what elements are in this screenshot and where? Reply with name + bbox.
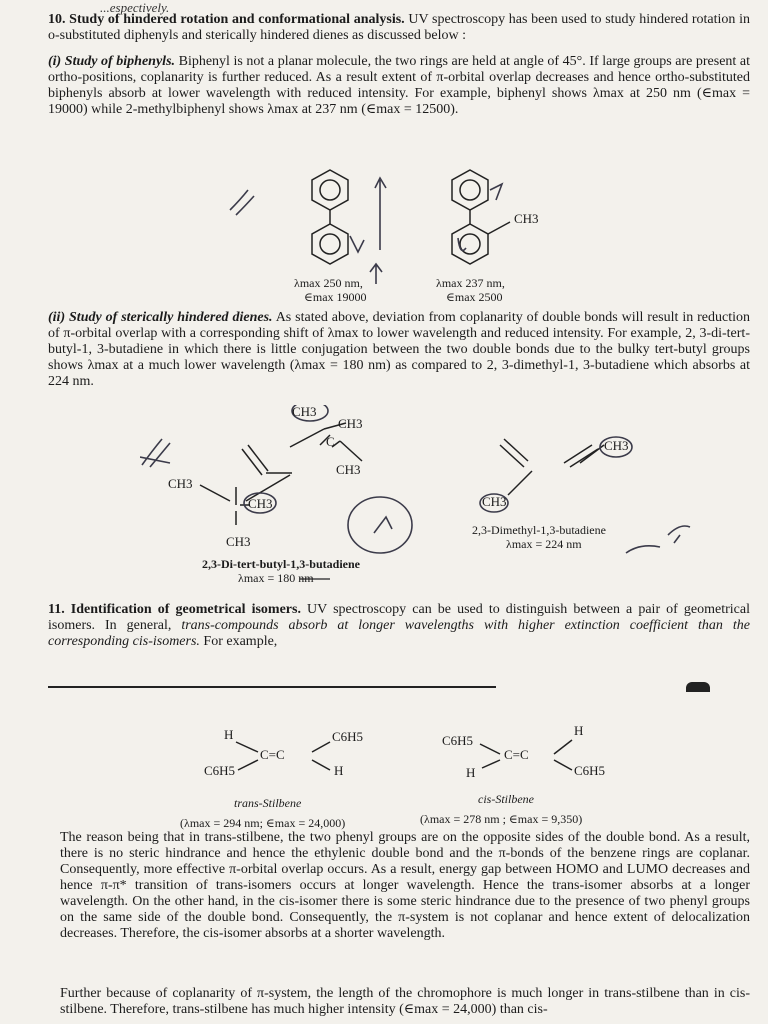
- cis-stilbene-data: (λmax = 278 nm ; ∈max = 9,350): [420, 812, 583, 826]
- pen-mark-ring-inner: [458, 238, 466, 250]
- pen-mark-dienes: [140, 439, 170, 467]
- dienes-text: As stated above, deviation from coplanarity of double bonds will result in reduction of π-orbital overlap with a corresponding shift of λmax to lower wavelength and reduced intensity. For example, 2, 3-di-tert-butyl-1, 3-butadiene in which there is little conjugation between the two double bonds due to the bulky tert-butyl groups shows λmax at a much lower wavelength (λmax = 180 nm) as compared to 2, 3-dimethyl-1, 3-butadiene which absorbs at 224 nm.: [48, 310, 750, 389]
- cis-c6h5-left: C6H5: [442, 733, 474, 748]
- ch3-label-5: CH3: [248, 496, 273, 511]
- trans-c6h5-left: C6H5: [204, 763, 236, 778]
- header-fragment: ...espectively.: [100, 0, 170, 15]
- chromophore-paragraph: Further because of coplanarity of π-system, the length of the chromophore is much longer in trans-stilbene than in cis-stilbene. Therefore, trans-stilbene has much higher intensity (∈max = 24,000) than cis-: [60, 986, 750, 1017]
- trans-c6h5-right: C6H5: [332, 729, 364, 744]
- methyl-label: CH3: [514, 211, 539, 226]
- section-divider: [48, 686, 496, 688]
- section-10-heading: 10. Study of hindered rotation and conformational analysis.: [48, 12, 405, 27]
- trans-double-bond: C=C: [260, 747, 285, 762]
- tbutyl-diene-lambda: λmax = 180 nm: [238, 571, 314, 585]
- biphenyl-structures: [220, 160, 580, 310]
- trans-h-top: H: [224, 727, 234, 742]
- dimethyl-ch3-bottom: CH3: [482, 494, 507, 509]
- arrow-up-small: [370, 264, 382, 284]
- ch3-label-2: CH3: [338, 416, 363, 431]
- dienes-figure: [140, 405, 700, 585]
- stilbene-explanation: The reason being that in trans-stilbene, the two phenyl groups are on the opposite sides of the double bond. As a result, there is no steric hindrance and hence the ethylenic double bond and the π-bonds of the benzene rings are coplanar. Consequently, more effective π-orbital overlap occurs. As a result, energy gap between HOMO and LUMO decreases and hence π-π* transition of trans-isomers occurs at longer wavelength. Hence the trans-isomer absorbs at a longer wavelength. On the other hand, in the cis-isomer there is some steric hindrance due to the presence of two phenyl groups on the same side of the double bond. Consequently, the π-system is not coplanar and hence extent of delocalization decreases. Therefore, the cis-isomer absorbs at a shorter wavelength.: [60, 830, 750, 941]
- ch3-label-6: CH3: [226, 534, 251, 549]
- cis-double-bond: C=C: [504, 747, 529, 762]
- ch3-label-4: CH3: [168, 476, 193, 491]
- biphenyl-paragraph: [48, 54, 750, 118]
- pen-mark-left: [230, 190, 254, 215]
- dienes-subtitle: (ii) Study of sterically hindered dienes.: [48, 310, 273, 325]
- section-10-intro: [48, 12, 750, 44]
- arrow-in-circle: [374, 517, 392, 533]
- biphenyl-lambda: λmax 250 nm,: [294, 276, 363, 290]
- ch3-label-1: CH3: [292, 404, 317, 419]
- tbutyl-diene-name: 2,3-Di-tert-butyl-1,3-butadiene: [202, 557, 360, 571]
- dienes-paragraph: [48, 310, 750, 390]
- cis-h-right: H: [574, 723, 584, 738]
- trans-stilbene-name: trans-Stilbene: [234, 796, 302, 810]
- pen-mark-ring: [490, 184, 502, 200]
- methylbiphenyl-ring-bottom: [452, 224, 488, 264]
- pen-mark-right: [626, 526, 690, 553]
- section-11-text-b: For example,: [203, 634, 278, 649]
- cis-h-left: H: [466, 765, 476, 780]
- arrow-up: [375, 178, 386, 250]
- section-11-paragraph: [48, 602, 750, 650]
- biphenyl-ring-bottom: [312, 224, 348, 264]
- stilbene-figure: [180, 720, 620, 830]
- dimethyl-ch3-top: CH3: [604, 438, 629, 453]
- biphenyl-epsilon: ∈max 19000: [304, 290, 367, 304]
- ch3-label-3: CH3: [336, 462, 361, 477]
- methylbiphenyl-epsilon: ∈max 2500: [446, 290, 503, 304]
- trans-h-bottom: H: [334, 763, 344, 778]
- trans-stilbene-data: (λmax = 294 nm; ∈max = 24,000): [180, 816, 346, 830]
- dimethyl-diene-lambda: λmax = 224 nm: [506, 537, 582, 551]
- section-11-text-a: UV spectroscopy can be used to distinguish between a pair of geometrical isomers. In general,: [48, 602, 751, 633]
- biphenyl-figure: [220, 160, 580, 310]
- dimethyl-diene-name: 2,3-Dimethyl-1,3-butadiene: [472, 523, 606, 537]
- section-11-italic: trans-compounds absorb at longer wavelengths with higher extinction coefficient than the corresponding cis-isomers.: [48, 618, 750, 649]
- methylbiphenyl-lambda: λmax 237 nm,: [436, 276, 505, 290]
- check-mark: [350, 236, 364, 252]
- biphenyl-subtitle: (i) Study of biphenyls.: [48, 54, 176, 69]
- c-label: C: [326, 434, 335, 449]
- biphenyl-text: Biphenyl is not a planar molecule, the two rings are held at angle of 45°. If large groups are present at ortho-positions, coplanarity is further reduced. As a result extent of π-orbital overlap decreases and hence ortho-substituted biphenyls absorb at lower wavelength with reduced intensity. For example, biphenyl shows λmax at 250 nm (∈max = 19000) while 2-methylbiphenyl shows λmax at 237 nm (∈max = 12500).: [48, 54, 751, 117]
- section-11-heading: 11. Identification of geometrical isomers.: [48, 602, 301, 617]
- cis-stilbene-name: cis-Stilbene: [478, 792, 534, 806]
- section-10-intro-text: UV spectroscopy has been used to study hindered rotation in o-substituted diphenyls and sterically hindered dienes as discussed below :: [48, 12, 751, 43]
- cis-c6h5-right: C6H5: [574, 763, 606, 778]
- biphenyl-ring-top: [312, 170, 348, 210]
- methylbiphenyl-ring-top: [452, 170, 488, 210]
- divider-mark: [686, 682, 710, 692]
